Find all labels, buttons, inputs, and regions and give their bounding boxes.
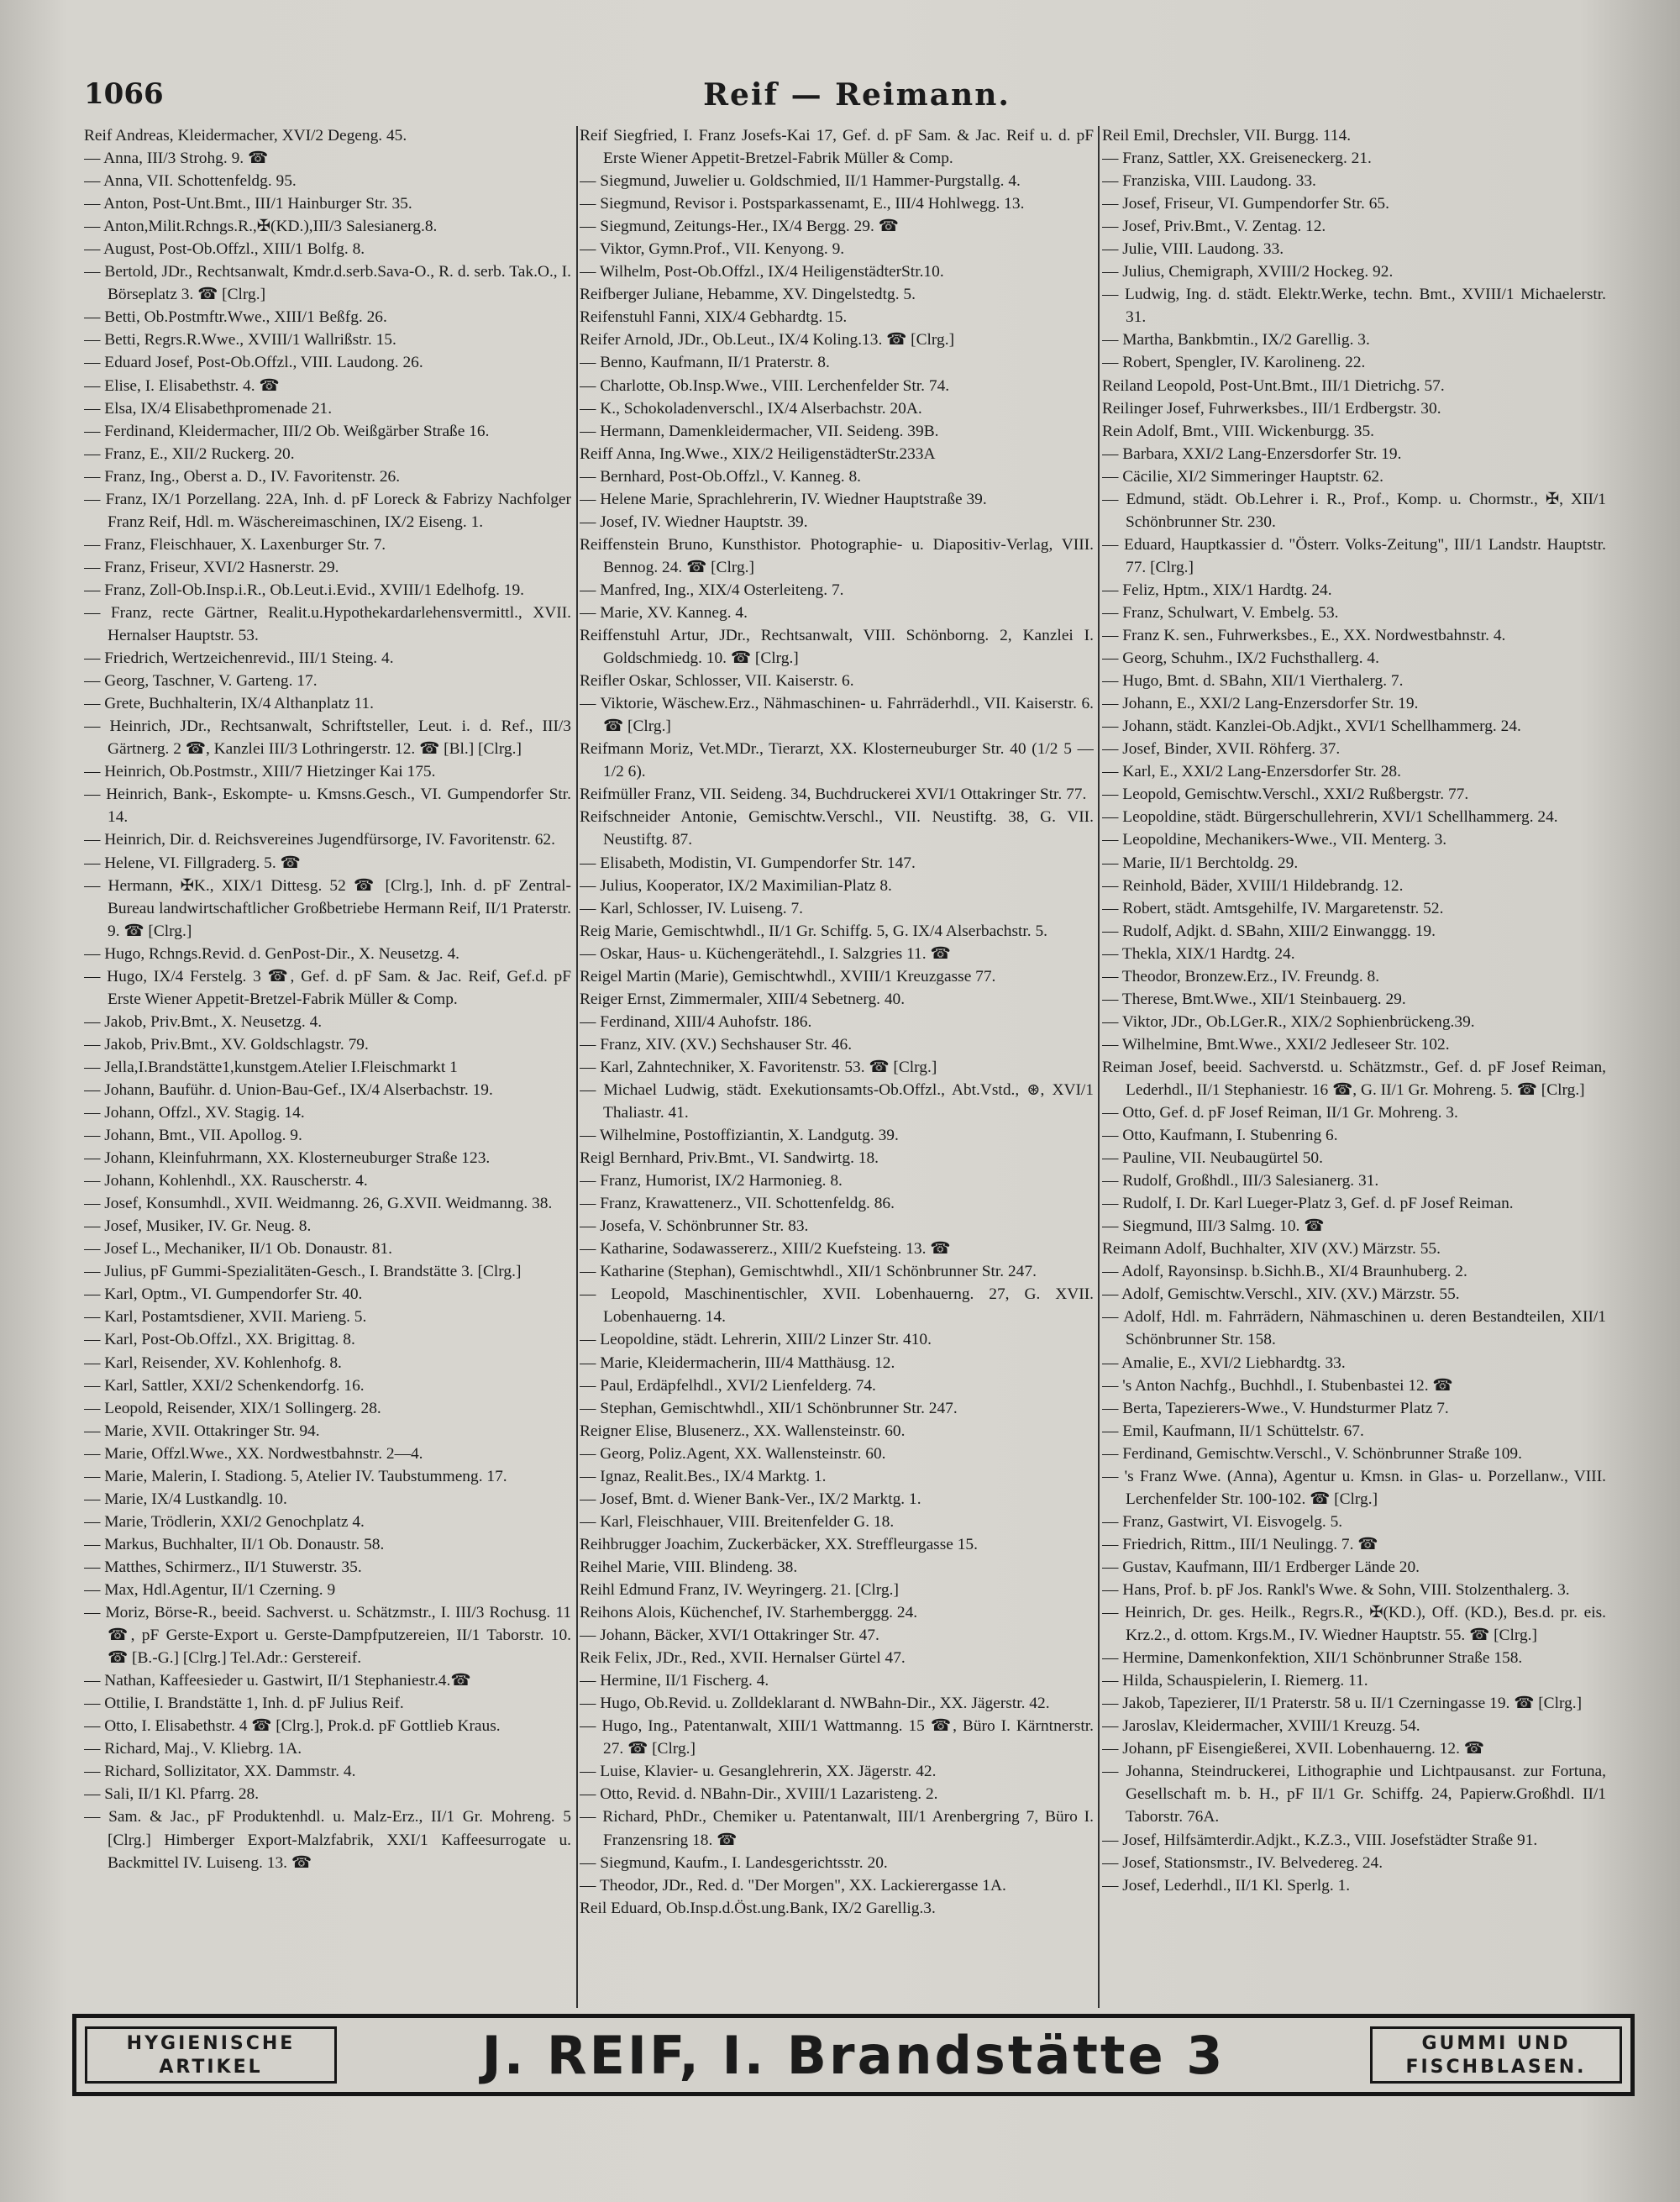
directory-entry: — Julius, Kooperator, IX/2 Maximilian-Platz 8. [580, 876, 892, 895]
directory-entry: — Johann, Offzl., XV. Stagig. 14. [84, 1104, 305, 1122]
page-header [84, 77, 1630, 119]
directory-entry: — Friedrich, Rittm., III/1 Neulingg. 7. ☎ [1102, 1535, 1378, 1553]
directory-entry: — Franz, recte Gärtner, Realit.u.Hypothekardarlehensvermittl., XVII. Hernalser Hauptstr. 53. [84, 603, 571, 645]
directory-entry: Reigner Elise, Blusenerz., XX. Wallensteinstr. 60. [580, 1422, 906, 1440]
column-divider [576, 126, 578, 2008]
directory-entry: — Eduard Josef, Post-Ob.Offzl., VIII. Laudong. 26. [84, 354, 423, 372]
directory-entry: Reik Felix, JDr., Red., XVII. Hernalser Gürtel 47. [580, 1649, 906, 1668]
directory-entry: — Therese, Bmt.Wwe., XII/1 Steinbauerg. 29. [1102, 990, 1406, 1008]
directory-entry: — Anna, III/3 Strohg. 9. ☎ [84, 150, 269, 168]
directory-entry: — Leopoldine, städt. Lehrerin, XIII/2 Linzer Str. 410. [580, 1331, 932, 1349]
directory-entry: — Siegmund, Revisor i. Postsparkassenamt, E., III/4 Hohlwegg. 13. [580, 195, 1025, 213]
directory-entry: — Betti, Regrs.R.Wwe., XVIII/1 Wallrißstr. 15. [84, 331, 396, 349]
directory-entry: — Siegmund, Zeitungs-Her., IX/4 Bergg. 29. ☎ [580, 218, 899, 236]
directory-entry: — Betti, Ob.Postmftr.Wwe., XIII/1 Beßfg. 26. [84, 308, 387, 327]
directory-entry: — Karl, Post-Ob.Offzl., XX. Brigittag. 8. [84, 1331, 355, 1349]
directory-entry: — Franz K. sen., Fuhrwerksbes., E., XX. Nordwestbahnstr. 4. [1102, 627, 1506, 645]
directory-entry: Reig Marie, Gemischtwhdl., II/1 Gr. Schiffg. 5, G. IX/4 Alserbachstr. 5. [580, 922, 1048, 940]
directory-entry: — Marie, II/1 Berchtoldg. 29. [1102, 854, 1299, 872]
directory-entry: — Theodor, Bronzew.Erz., IV. Freundg. 8. [1102, 967, 1380, 985]
directory-entry: — Johann, Bauführ. d. Union-Bau-Gef., IX/4 Alserbachstr. 19. [84, 1080, 493, 1099]
directory-entry: Reiger Ernst, Zimmermaler, XIII/4 Sebetnerg. 40. [580, 990, 906, 1008]
directory-entry: Reil Emil, Drechsler, VII. Burgg. 114. [1102, 127, 1352, 145]
directory-entry: — Josef, Stationsmstr., IV. Belvedereg. 24. [1102, 1853, 1383, 1872]
directory-entry: — Jakob, Tapezierer, II/1 Praterstr. 58 u. II/1 Czerningasse 19. ☎ [Clrg.] [1102, 1695, 1583, 1713]
directory-entry: — Edmund, städt. Ob.Lehrer i. R., Prof., Komp. u. Chormstr., ✠, XII/1 Schönbrunner Str. 230. [1102, 490, 1606, 531]
running-title: Reif — Reimann. [703, 77, 1011, 113]
directory-entry: — Franz, Zoll-Ob.Insp.i.R., Ob.Leut.i.Evid., XVIII/1 Edelhofg. 19. [84, 581, 525, 599]
directory-entry: — Marie, Malerin, I. Stadiong. 5, Atelier IV. Taubstummeng. 17. [84, 1467, 507, 1485]
directory-entry: — Georg, Poliz.Agent, XX. Wallensteinstr. 60. [580, 1444, 886, 1463]
directory-entry: — Wilhelm, Post-Ob.Offzl., IX/4 HeiligenstädterStr.10. [580, 263, 944, 281]
ad-main-text: J. REIF, I. Brandstätte 3 [481, 2025, 1226, 2086]
directory-entry: — Karl, Fleischhauer, VIII. Breitenfelder G. 18. [580, 1512, 895, 1531]
directory-entry: Reil Eduard, Ob.Insp.d.Öst.ung.Bank, IX/2 Garellig.3. [580, 1899, 936, 1917]
directory-entry: — Charlotte, Ob.Insp.Wwe., VIII. Lerchenfelder Str. 74. [580, 376, 950, 395]
directory-entry: — Theodor, JDr., Red. d. "Der Morgen", XX. Lackierergasse 1A. [580, 1876, 1006, 1895]
directory-entry: — Eduard, Hauptkassier d. "Österr. Volks-Zeitung", III/1 Landstr. Hauptstr. 77. [Clrg.] [1102, 535, 1606, 576]
directory-entry: — Emil, Kaufmann, II/1 Schüttelstr. 67. [1102, 1422, 1364, 1440]
directory-entry: Reifberger Juliane, Hebamme, XV. Dingelstedtg. 5. [580, 286, 916, 304]
directory-entry: — Elisabeth, Modistin, VI. Gumpendorfer Str. 147. [580, 854, 916, 872]
directory-entry: Reiff Anna, Ing.Wwe., XIX/2 HeiligenstädterStr.233A [580, 444, 936, 463]
directory-entry: — Ferdinand, XIII/4 Auhofstr. 186. [580, 1012, 812, 1031]
directory-entry: Reifmüller Franz, VII. Seideng. 34, Buchdruckerei XVI/1 Ottakringer Str. 77. [580, 786, 1087, 804]
directory-entry: — Feliz, Hptm., XIX/1 Hardtg. 24. [1102, 581, 1332, 599]
directory-entry: — Franz, XIV. (XV.) Sechshauser Str. 46. [580, 1035, 853, 1054]
directory-entry: Reihl Edmund Franz, IV. Weyringerg. 21. [Clrg.] [580, 1581, 899, 1599]
directory-entry: — Heinrich, Dir. d. Reichsvereines Jugendfürsorge, IV. Favoritenstr. 62. [84, 831, 555, 849]
directory-entry: — Wilhelmine, Postoffiziantin, X. Landgutg. 39. [580, 1127, 899, 1145]
directory-entry: — Jakob, Priv.Bmt., XV. Goldschlagstr. 79. [84, 1035, 369, 1054]
directory-entry: — Anton, Post-Unt.Bmt., III/1 Hainburger Str. 35. [84, 195, 412, 213]
directory-entry: — Georg, Schuhm., IX/2 Fuchsthallerg. 4. [1102, 649, 1379, 668]
directory-entry: — Benno, Kaufmann, II/1 Praterstr. 8. [580, 354, 830, 372]
directory-entry: — Marie, XVII. Ottakringer Str. 94. [84, 1422, 320, 1440]
directory-entry: — Barbara, XXI/2 Lang-Enzersdorfer Str. 19. [1102, 444, 1402, 463]
directory-entry: Reiland Leopold, Post-Unt.Bmt., III/1 Dietrichg. 57. [1102, 376, 1445, 395]
directory-entry: — Heinrich, Ob.Postmstr., XIII/7 Hietzinger Kai 175. [84, 763, 436, 781]
directory-entry: — Georg, Taschner, V. Garteng. 17. [84, 672, 318, 691]
directory-entry: — Robert, städt. Amtsgehilfe, IV. Margaretenstr. 52. [1102, 899, 1444, 917]
directory-entry: Reigel Martin (Marie), Gemischtwhdl., XVIII/1 Kreuzgasse 77. [580, 967, 996, 985]
directory-entry: Reifenstuhl Fanni, XIX/4 Gebhardtg. 15. [580, 308, 848, 327]
directory-entry: Reifmann Moriz, Vet.MDr., Tierarzt, XX. Klosterneuburger Str. 40 (1/2 5 — 1/2 6). [580, 740, 1094, 781]
directory-entry: — Amalie, E., XVI/2 Liebhardtg. 33. [1102, 1353, 1346, 1372]
directory-entry: — Hilda, Schauspielerin, I. Riemerg. 11. [1102, 1672, 1368, 1690]
directory-entry: — Viktor, JDr., Ob.LGer.R., XIX/2 Sophienbrückeng.39. [1102, 1012, 1475, 1031]
directory-entry: — Johann, städt. Kanzlei-Ob.Adjkt., XVI/1 Schellhammerg. 24. [1102, 717, 1521, 736]
directory-entry: — Cäcilie, XI/2 Simmeringer Hauptstr. 62. [1102, 467, 1383, 486]
directory-entry: — Viktorie, Wäschew.Erz., Nähmaschinen- u. Fahrräderhdl., VII. Kaiserstr. 6. ☎ [Clrg.] [580, 695, 1094, 736]
directory-entry: — Josef, Lederhdl., II/1 Kl. Sperlg. 1. [1102, 1876, 1351, 1895]
directory-entry: — Marie, Kleidermacherin, III/4 Matthäusg. 12. [580, 1353, 895, 1372]
directory-entry: — Leopold, Reisender, XIX/1 Sollingerg. 28. [84, 1399, 381, 1417]
directory-entry: — Max, Hdl.Agentur, II/1 Czerning. 9 [84, 1581, 336, 1599]
directory-entry: — Heinrich, Bank-, Eskompte- u. Kmsns.Gesch., VI. Gumpendorfer Str. 14. [84, 786, 571, 827]
directory-entry: — Karl, Schlosser, IV. Luiseng. 7. [580, 899, 803, 917]
directory-entry: — Karl, Zahntechniker, X. Favoritenstr. 53. ☎ [Clrg.] [580, 1058, 937, 1076]
directory-entry: Reif Andreas, Kleidermacher, XVI/2 Degeng. 45. [84, 127, 407, 145]
directory-entry: — Reinhold, Bäder, XVIII/1 Hildebrandg. 12. [1102, 876, 1404, 895]
page-number: 1066 [84, 77, 164, 111]
directory-entry: — Rudolf, Großhdl., III/3 Salesianerg. 31. [1102, 1172, 1379, 1190]
directory-entry: — Stephan, Gemischtwhdl., XII/1 Schönbrunner Str. 247. [580, 1399, 958, 1417]
ad-right-line: FISCHBLASEN. [1405, 2057, 1587, 2078]
directory-entry: — Ludwig, Ing. d. städt. Elektr.Werke, techn. Bmt., XVIII/1 Michaelerstr. 31. [1102, 286, 1606, 327]
directory-entry: Reif Siegfried, I. Franz Josefs-Kai 17, Gef. d. pF Sam. & Jac. Reif u. d. pF Erste Wiener Appetit-Bretzel-Fabrik Müller & Comp. [580, 127, 1094, 168]
directory-entry: — Franz, Ing., Oberst a. D., IV. Favoritenstr. 26. [84, 467, 401, 486]
directory-entry: — Otto, Revid. d. NBahn-Dir., XVIII/1 Lazaristeng. 2. [580, 1785, 938, 1804]
directory-entry: — Franz, Friseur, XVI/2 Hasnerstr. 29. [84, 558, 339, 576]
directory-entry: — Katharine (Stephan), Gemischtwhdl., XII/1 Schönbrunner Str. 247. [580, 1263, 1037, 1281]
directory-entry: — Josef, Konsumhdl., XVII. Weidmanng. 26, G.XVII. Weidmanng. 38. [84, 1195, 553, 1213]
directory-entry: — Rudolf, Adjkt. d. SBahn, XIII/2 Einwanggg. 19. [1102, 922, 1436, 940]
directory-entry: Reifschneider Antonie, Gemischtw.Verschl., VII. Neustiftg. 38, G. VII. Neustiftg. 87. [580, 808, 1094, 849]
directory-entry: Reihons Alois, Küchenchef, IV. Starhemberggg. 24. [580, 1604, 918, 1622]
directory-entry: — Hermann, Damenkleidermacher, VII. Seideng. 39B. [580, 422, 939, 440]
directory-entry: — Franz, Krawattenerz., VII. Schottenfeldg. 86. [580, 1195, 895, 1213]
directory-entry: — Hermine, Damenkonfektion, XII/1 Schönbrunner Straße 158. [1102, 1649, 1523, 1668]
directory-entry: — Wilhelmine, Bmt.Wwe., XXI/2 Jedleseer Str. 102. [1102, 1035, 1450, 1054]
directory-entry: — Franz, Fleischhauer, X. Laxenburger Str. 7. [84, 535, 386, 554]
directory-entry: Reilinger Josef, Fuhrwerksbes., III/1 Erdbergstr. 30. [1102, 399, 1441, 418]
directory-entry: — Johann, E., XXI/2 Lang-Enzersdorfer Str. 19. [1102, 695, 1419, 713]
directory-entry: — Paul, Erdäpfelhdl., XVI/2 Lienfelderg. 74. [580, 1376, 876, 1395]
ad-left-box [85, 2026, 337, 2084]
directory-entry: — Leopoldine, Mechanikers-Wwe., VII. Menterg. 3. [1102, 831, 1447, 849]
directory-entry: — Jakob, Priv.Bmt., X. Neusetzg. 4. [84, 1012, 323, 1031]
directory-entry: Reifler Oskar, Schlosser, VII. Kaiserstr. 6. [580, 672, 854, 691]
directory-entry: — Julius, Chemigraph, XVIII/2 Hockeg. 92. [1102, 263, 1394, 281]
directory-entry: — Josef, Friseur, VI. Gumpendorfer Str. 65. [1102, 195, 1389, 213]
directory-entry: Reiman Josef, beeid. Sachverstd. u. Schätzmstr., Gef. d. pF Josef Reiman, Lederhdl., II/1 Stephaniestr. 16 ☎, G. II/1 Gr. Mohreng. 5. ☎ [Clrg.] [1102, 1058, 1606, 1099]
directory-entry: — Franziska, VIII. Laudong. 33. [1102, 172, 1316, 191]
directory-entry: — Johann, Bäcker, XVI/1 Ottakringer Str. 47. [580, 1627, 879, 1645]
directory-entry: — Josefa, V. Schönbrunner Str. 83. [580, 1217, 809, 1236]
directory-entry: — Franz, Schulwart, V. Embelg. 53. [1102, 603, 1339, 622]
directory-entry: — K., Schokoladenverschl., IX/4 Alserbachstr. 20A. [580, 399, 922, 418]
directory-entry: Reigl Bernhard, Priv.Bmt., VI. Sandwirtg. 18. [580, 1149, 879, 1168]
directory-entry: — Pauline, VII. Neubaugürtel 50. [1102, 1149, 1323, 1168]
directory-entry: — Adolf, Hdl. m. Fahrrädern, Nähmaschinen u. deren Bestandteilen, XII/1 Schönbrunner Str. 158. [1102, 1308, 1606, 1349]
directory-entry: — Julius, pF Gummi-Spezialitäten-Gesch., I. Brandstätte 3. [Clrg.] [84, 1263, 522, 1281]
directory-column-2 [580, 124, 1094, 2010]
directory-entry: — Adolf, Rayonsinsp. b.Sichh.B., XI/4 Braunhuberg. 2. [1102, 1263, 1467, 1281]
directory-entry: — Richard, Sollizitator, XX. Dammstr. 4. [84, 1763, 356, 1781]
directory-entry: — Johann, Bmt., VII. Apollog. 9. [84, 1127, 302, 1145]
directory-entry: Reihbrugger Joachim, Zuckerbäcker, XX. Streffleurgasse 15. [580, 1535, 978, 1553]
directory-entry: — Hugo, Ob.Revid. u. Zolldeklarant d. NWBahn-Dir., XX. Jägerstr. 42. [580, 1695, 1050, 1713]
directory-entry: — Richard, PhDr., Chemiker u. Patentanwalt, III/1 Arenbergring 7, Büro I. Franzensring 18. ☎ [580, 1808, 1094, 1849]
directory-entry: — Robert, Spengler, IV. Karolineng. 22. [1102, 354, 1366, 372]
directory-entry: — Oskar, Haus- u. Küchengerätehdl., I. Salzgries 11. ☎ [580, 944, 951, 963]
directory-column-3 [1102, 124, 1606, 2010]
directory-column-1 [84, 124, 571, 2010]
directory-entry: Rein Adolf, Bmt., VIII. Wickenburgg. 35. [1102, 422, 1374, 440]
directory-entry: — Hugo, Ing., Patentanwalt, XIII/1 Wattmanng. 15 ☎, Büro I. Kärntnerstr. 27. ☎ [Clrg.] [580, 1717, 1094, 1758]
directory-entry: — Markus, Buchhalter, II/1 Ob. Donaustr. 58. [84, 1535, 385, 1553]
directory-entry: Reiffenstuhl Artur, JDr., Rechtsanwalt, VIII. Schönborng. 2, Kanzlei I. Goldschmiedg. 10. ☎ [Clrg.] [580, 627, 1094, 668]
directory-entry: — Katharine, Sodawassererz., XIII/2 Kuefsteing. 13. ☎ [580, 1240, 951, 1259]
directory-entry: — Helene Marie, Sprachlehrerin, IV. Wiedner Hauptstraße 39. [580, 490, 987, 508]
directory-entry: — Johanna, Steindruckerei, Lithographie und Lichtpausanst. zur Fortuna, Gesellschaft m. b. H., pF II/1 Gr. Schiffg. 24, Papierw.Großhdl. II/1 Taborstr. 76A. [1102, 1763, 1606, 1826]
advertisement-banner [72, 2014, 1635, 2096]
directory-entry: — Hermine, II/1 Fischerg. 4. [580, 1672, 769, 1690]
directory-entry: — Siegmund, Kaufm., I. Landesgerichtsstr. 20. [580, 1853, 888, 1872]
directory-entry: — Luise, Klavier- u. Gesanglehrerin, XX. Jägerstr. 42. [580, 1763, 937, 1781]
ad-left-line: HYGIENISCHE [126, 2033, 296, 2054]
directory-entry: — Marie, Trödlerin, XXI/2 Genochplatz 4. [84, 1512, 365, 1531]
directory-entry: — Hugo, Bmt. d. SBahn, XII/1 Vierthalerg. 7. [1102, 672, 1404, 691]
directory-entry: — Leopold, Maschinentischler, XVII. Lobenhauerng. 27, G. XVII. Lobenhauerng. 14. [580, 1285, 1094, 1327]
directory-entry: — Martha, Bankbmtin., IX/2 Garellig. 3. [1102, 331, 1370, 349]
directory-entry: — Karl, Reisender, XV. Kohlenhofg. 8. [84, 1353, 342, 1372]
directory-entry: — Leopold, Gemischtw.Verschl., XXI/2 Rußbergstr. 77. [1102, 786, 1469, 804]
directory-entry: — Grete, Buchhalterin, IX/4 Althanplatz 11. [84, 695, 374, 713]
directory-entry: — Adolf, Gemischtw.Verschl., XIV. (XV.) Märzstr. 55. [1102, 1285, 1460, 1304]
directory-entry: — Otto, Kaufmann, I. Stubenring 6. [1102, 1127, 1338, 1145]
directory-entry: — Viktor, Gymn.Prof., VII. Kenyong. 9. [580, 240, 845, 259]
directory-entry: — 's Anton Nachfg., Buchhdl., I. Stubenbastei 12. ☎ [1102, 1376, 1453, 1395]
directory-entry: — Josef, Bmt. d. Wiener Bank-Ver., IX/2 Marktg. 1. [580, 1490, 921, 1508]
ad-right-box [1370, 2026, 1622, 2084]
directory-entry: — Moriz, Börse-R., beeid. Sachverst. u. Schätzmstr., I. III/3 Rochusg. 11 ☎, pF Gerste-Export u. Gerste-Dampfputzereien, II/1 Taborstr. 10. ☎ [B.-G.] [Clrg.] Tel.Adr.: Gerstereif. [84, 1604, 571, 1668]
directory-entry: — Nathan, Kaffeesieder u. Gastwirt, II/1 Stephaniestr.4.☎ [84, 1672, 471, 1690]
directory-entry: — Franz, IX/1 Porzellang. 22A, Inh. d. pF Loreck & Fabrizy Nachfolger Franz Reif, Hdl. m. Wäschereimaschinen, IX/2 Eiseng. 1. [84, 490, 571, 531]
directory-entry: — Ottilie, I. Brandstätte 1, Inh. d. pF Julius Reif. [84, 1695, 404, 1713]
directory-entry: — Josef L., Mechaniker, II/1 Ob. Donaustr. 81. [84, 1240, 393, 1259]
directory-entry: — Siegmund, III/3 Salmg. 10. ☎ [1102, 1217, 1325, 1236]
directory-entry: — Josef, Hilfsämterdir.Adjkt., K.Z.3., VIII. Josefstädter Straße 91. [1102, 1831, 1538, 1849]
directory-entry: — Karl, Postamtsdiener, XVII. Marieng. 5. [84, 1308, 367, 1327]
directory-entry: — Franz, Gastwirt, VI. Eisvogelg. 5. [1102, 1512, 1343, 1531]
directory-entry: — Karl, E., XXI/2 Lang-Enzersdorfer Str. 28. [1102, 763, 1401, 781]
directory-entry: — Josef, Musiker, IV. Gr. Neug. 8. [84, 1217, 312, 1236]
directory-entry: — Karl, Optm., VI. Gumpendorfer Str. 40. [84, 1285, 363, 1304]
directory-entry: — Elise, I. Elisabethstr. 4. ☎ [84, 376, 280, 395]
directory-entry: — Ferdinand, Kleidermacher, III/2 Ob. Weißgärber Straße 16. [84, 422, 490, 440]
directory-entry: — Josef, Binder, XVII. Röhferg. 37. [1102, 740, 1341, 759]
directory-entry: — Karl, Sattler, XXI/2 Schenkendorfg. 16. [84, 1376, 365, 1395]
directory-entry: — Jaroslav, Kleidermacher, XVIII/1 Kreuzg. 54. [1102, 1717, 1420, 1736]
directory-entry: — Johann, Kohlenhdl., XX. Rauscherstr. 4. [84, 1172, 368, 1190]
column-divider [1098, 126, 1100, 2008]
ad-right-line: GUMMI UND [1421, 2033, 1571, 2054]
directory-entry: — Marie, IX/4 Lustkandlg. 10. [84, 1490, 287, 1508]
directory-entry: — Franz, E., XII/2 Ruckerg. 20. [84, 444, 295, 463]
directory-entry: — Rudolf, I. Dr. Karl Lueger-Platz 3, Gef. d. pF Josef Reiman. [1102, 1195, 1514, 1213]
directory-entry: — Josef, Priv.Bmt., V. Zentag. 12. [1102, 218, 1326, 236]
directory-entry: — Otto, Gef. d. pF Josef Reiman, II/1 Gr. Mohreng. 3. [1102, 1104, 1458, 1122]
directory-entry: — Sam. & Jac., pF Produktenhdl. u. Malz-Erz., II/1 Gr. Mohreng. 5 [Clrg.] Himberger Export-Malzfabrik, XXI/1 Kaffeesurrogate u. Backmittel IV. Luiseng. 13. ☎ [84, 1808, 571, 1872]
directory-entry: — Ignaz, Realit.Bes., IX/4 Marktg. 1. [580, 1467, 827, 1485]
directory-entry: — Hugo, IX/4 Ferstelg. 3 ☎, Gef. d. pF Sam. & Jac. Reif, Gef.d. pF Erste Wiener Appetit-Bretzel-Fabrik Müller & Comp. [84, 967, 571, 1008]
directory-entry: — Michael Ludwig, städt. Exekutionsamts-Ob.Offzl., Abt.Vstd., ⊛, XVI/1 Thaliastr. 41. [580, 1080, 1094, 1122]
directory-entry: — Josef, IV. Wiedner Hauptstr. 39. [580, 512, 808, 531]
directory-entry: — Elsa, IX/4 Elisabethpromenade 21. [84, 399, 333, 418]
ad-left-line: ARTIKEL [159, 2057, 263, 2078]
directory-entry: — Heinrich, JDr., Rechtsanwalt, Schriftsteller, Leut. i. d. Ref., III/3 Gärtnerg. 2 ☎, Kanzlei III/3 Lothringerstr. 12. ☎ [Bl.] [Clrg.] [84, 717, 571, 759]
directory-entry: Reiffenstein Bruno, Kunsthistor. Photographie- u. Diapositiv-Verlag, VIII. Bennog. 24. ☎ [Clrg.] [580, 535, 1094, 576]
directory-entry: — Ferdinand, Gemischtw.Verschl., V. Schönbrunner Straße 109. [1102, 1444, 1522, 1463]
directory-entry: — 's Franz Wwe. (Anna), Agentur u. Kmsn. in Glas- u. Porzellanw., VIII. Lerchenfelder Str. 100-102. ☎ [Clrg.] [1102, 1467, 1606, 1508]
directory-entry: — Sali, II/1 Kl. Pfarrg. 28. [84, 1785, 260, 1804]
directory-entry: — Manfred, Ing., XIX/4 Osterleiteng. 7. [580, 581, 844, 599]
directory-entry: — Siegmund, Juwelier u. Goldschmied, II/1 Hammer-Purgstallg. 4. [580, 172, 1021, 191]
directory-entry: — August, Post-Ob.Offzl., XIII/1 Bolfg. 8. [84, 240, 365, 259]
directory-entry: — Marie, XV. Kanneg. 4. [580, 603, 748, 622]
directory-entry: — Hugo, Rchngs.Revid. d. GenPost-Dir., X. Neusetzg. 4. [84, 944, 460, 963]
directory-entry: — Bernhard, Post-Ob.Offzl., V. Kanneg. 8. [580, 467, 861, 486]
directory-entry: — Franz, Sattler, XX. Greiseneckerg. 21. [1102, 150, 1372, 168]
directory-entry: — Johann, Kleinfuhrmann, XX. Klosterneuburger Straße 123. [84, 1149, 491, 1168]
directory-entry: — Heinrich, Dr. ges. Heilk., Regrs.R., ✠(KD.), Off. (KD.), Bes.d. pr. eis. Krz.2., d. ottom. Krgs.M., IV. Wiedner Hauptstr. 55. ☎ [Clrg.] [1102, 1604, 1606, 1645]
directory-entry: Reifer Arnold, JDr., Ob.Leut., IX/4 Koling.13. ☎ [Clrg.] [580, 331, 955, 349]
directory-entry: — Otto, I. Elisabethstr. 4 ☎ [Clrg.], Prok.d. pF Gottlieb Kraus. [84, 1717, 501, 1736]
directory-entry: — Julie, VIII. Laudong. 33. [1102, 240, 1284, 259]
directory-entry: — Berta, Tapezierers-Wwe., V. Hundsturmer Platz 7. [1102, 1399, 1449, 1417]
directory-entry: — Marie, Offzl.Wwe., XX. Nordwestbahnstr. 2—4. [84, 1444, 423, 1463]
directory-entry: — Friedrich, Wertzeichenrevid., III/1 Steing. 4. [84, 649, 394, 668]
directory-entry: — Jella,I.Brandstätte1,kunstgem.Atelier I.Fleischmarkt 1 [84, 1058, 458, 1076]
directory-entry: — Matthes, Schirmerz., II/1 Stuwerstr. 35. [84, 1558, 362, 1576]
directory-entry: Reimann Adolf, Buchhalter, XIV (XV.) Märzstr. 55. [1102, 1240, 1441, 1259]
directory-entry: — Anna, VII. Schottenfeldg. 95. [84, 172, 297, 191]
directory-entry: — Hermann, ✠K., XIX/1 Dittesg. 52 ☎ [Clrg.], Inh. d. pF Zentral-Bureau landwirtschaftlicher Großbetriebe Hermann Reif, II/1 Praterstr. 9. ☎ [Clrg.] [84, 876, 571, 940]
directory-entry: Reihel Marie, VIII. Blindeng. 38. [580, 1558, 798, 1576]
directory-entry: — Franz, Humorist, IX/2 Harmonieg. 8. [580, 1172, 843, 1190]
directory-entry: — Anton,Milit.Rchngs.R.,✠(KD.),III/3 Salesianerg.8. [84, 218, 438, 236]
directory-entry: — Helene, VI. Fillgraderg. 5. ☎ [84, 854, 301, 872]
directory-entry: — Hans, Prof. b. pF Jos. Rankl's Wwe. & Sohn, VIII. Stolzenthalerg. 3. [1102, 1581, 1570, 1599]
directory-entry: — Gustav, Kaufmann, III/1 Erdberger Lände 20. [1102, 1558, 1420, 1576]
directory-entry: — Bertold, JDr., Rechtsanwalt, Kmdr.d.serb.Sava-O., R. d. serb. Tak.O., I. Börseplatz 3. ☎ [Clrg.] [84, 263, 571, 304]
directory-entry: — Richard, Maj., V. Kliebrg. 1A. [84, 1740, 302, 1758]
directory-entry: — Johann, pF Eisengießerei, XVII. Lobenhauerng. 12. ☎ [1102, 1740, 1484, 1758]
directory-entry: — Thekla, XIX/1 Hardtg. 24. [1102, 944, 1295, 963]
directory-entry: — Leopoldine, städt. Bürgerschullehrerin, XVI/1 Schellhammerg. 24. [1102, 808, 1558, 827]
